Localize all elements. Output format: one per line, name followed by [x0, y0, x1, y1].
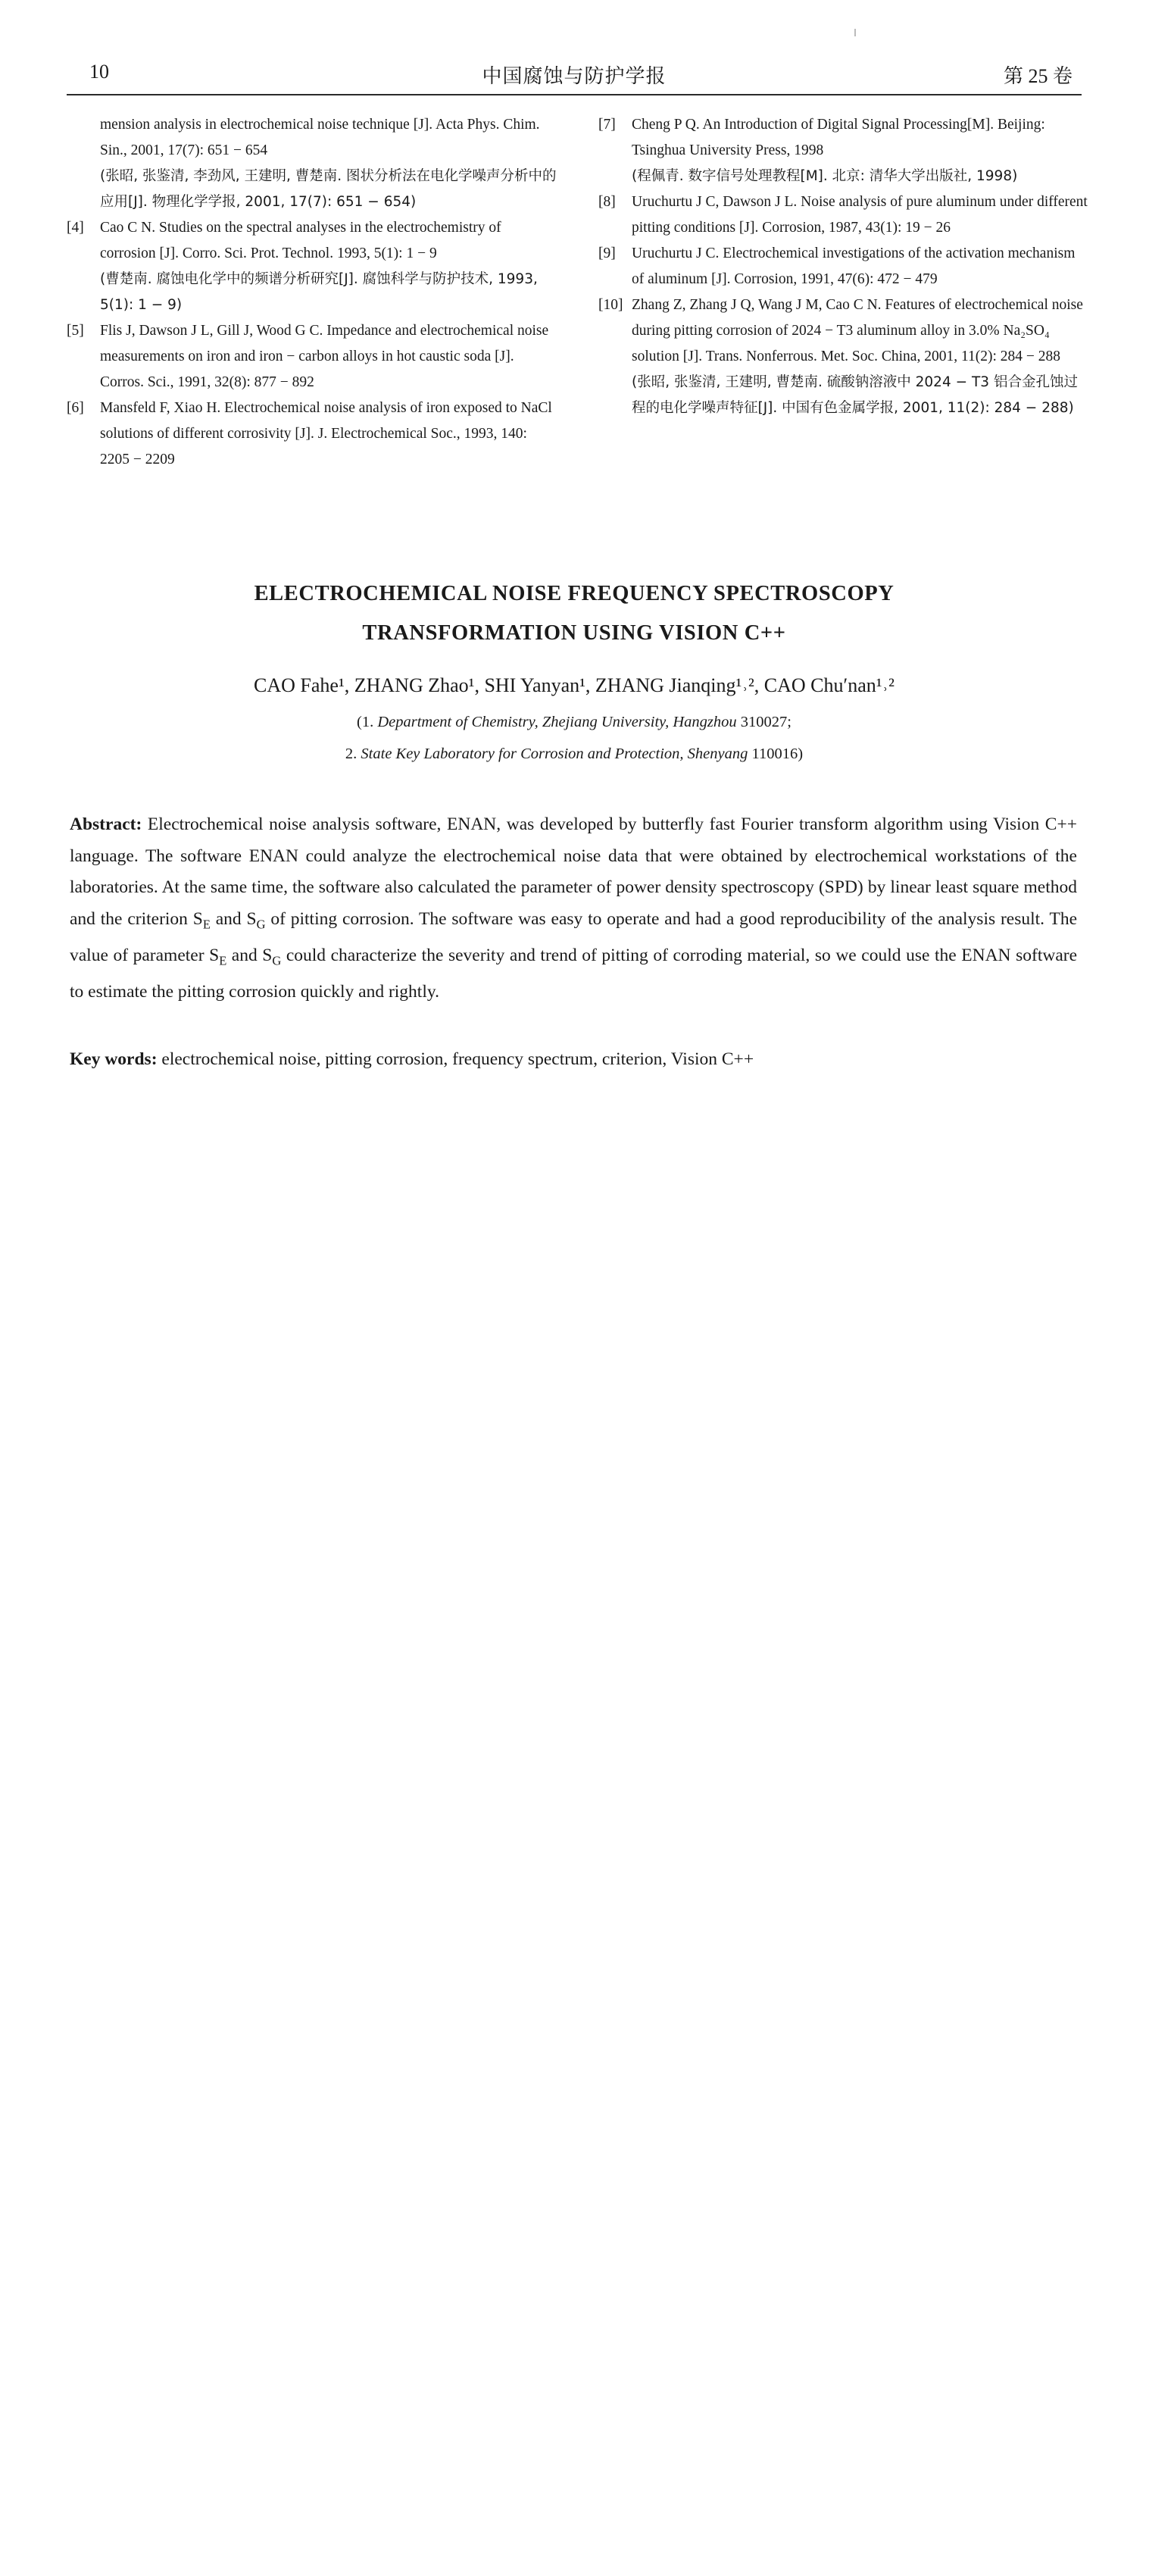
reference-number: [9]: [598, 245, 616, 261]
reference-number: [7]: [598, 117, 616, 133]
abstract-label: Abstract:: [70, 814, 142, 834]
reference-text: Flis J, Dawson J L, Gill J, Wood G C. Impedance and electrochemical noise measurements on iron and iron − carbon alloys in hot caustic soda [J]. Corros. Sci., 1991, 32(8): 877 − 892: [100, 323, 549, 390]
reference-item: [598, 241, 1091, 292]
affiliation-prefix: 2.: [345, 746, 361, 762]
reference-item: [598, 189, 1091, 241]
keywords-text: electrochemical noise, pitting corrosion, frequency spectrum, criterion, Vision C++: [157, 1049, 754, 1069]
title-line-1: ELECTROCHEMICAL NOISE FREQUENCY SPECTROSCOPY: [254, 582, 895, 605]
reference-text: Uruchurtu J C, Dawson J L. Noise analysis of pure aluminum under different pitting conditions [J]. Corrosion, 1987, 43(1): 19 − 26: [632, 194, 1088, 236]
reference-item: [67, 318, 557, 395]
affiliation-code: 310027;: [736, 714, 791, 730]
reference-cn-text: (程佩青. 数字信号处理教程[M]. 北京: 清华大学出版社, 1998): [632, 168, 1018, 184]
reference-text: Uruchurtu J C. Electrochemical investigations of the activation mechanism of aluminum [J]. Corrosion, 1991, 47(6): 472 − 479: [632, 245, 1076, 287]
author-list: CAO Fahe¹, ZHANG Zhao¹, SHI Yanyan¹, ZHANG Jianqing¹˒², CAO Chu′nan¹˒²: [254, 674, 895, 696]
subscript: G: [256, 917, 266, 932]
reference-number: [4]: [67, 220, 84, 236]
volume-label: 第 25 卷: [1003, 65, 1073, 87]
reference-text: Zhang Z, Zhang J Q, Wang J M, Cao C N. Features of electrochemical noise during pitting corrosion of 2024 − T3 aluminum alloy in 3.0% Na₂SO₄ solution [J]. Trans. Nonferrous. Met. Soc. China, 2001, 11(2): 284 − 288: [632, 297, 1083, 364]
abstract-text: and S: [210, 908, 257, 929]
journal-name: 中国腐蚀与防护学报: [482, 65, 667, 87]
reference-text: Cao C N. Studies on the spectral analyses in the electrochemistry of corrosion [J]. Corro. Sci. Prot. Technol. 1993, 5(1): 1 − 9: [100, 220, 501, 261]
reference-number: [6]: [67, 400, 84, 416]
references-right-column: [598, 112, 1091, 421]
affiliation-org: Department of Chemistry, Zhejiang University, Hangzhou: [377, 714, 737, 730]
affiliation-2: [67, 746, 1082, 763]
affiliation-org: State Key Laboratory for Corrosion and Protection, Shenyang: [361, 746, 748, 762]
keywords-label: Key words:: [70, 1049, 158, 1069]
reference-cn-text: (曹楚南. 腐蚀电化学中的频谱分析研究[J]. 腐蚀科学与防护技术, 1993, 5(1): 1 − 9): [100, 271, 538, 313]
title-line-2: TRANSFORMATION USING VISION C++: [362, 621, 786, 645]
subscript: G: [272, 953, 282, 968]
reference-cn-text: (张昭, 张鉴清, 李劲风, 王建明, 曹楚南. 图状分析法在电化学噪声分析中的应用[J]. 物理化学学报, 2001, 17(7): 651 − 654): [100, 168, 557, 210]
abstract: [70, 809, 1077, 1008]
reference-text: Cheng P Q. An Introduction of Digital Signal Processing[M]. Beijing: Tsinghua University Press, 1998: [632, 117, 1045, 158]
abstract-text: and S: [226, 945, 273, 965]
subscript: E: [219, 953, 227, 968]
paper-title: [67, 574, 1082, 653]
reference-item: [598, 292, 1091, 421]
reference-item: [67, 395, 557, 473]
abstract-text: of pitting corrosion. The software was easy to operate and had a good reproducibility of the analysis result. The value of parameter S: [70, 908, 1078, 965]
reference-cn-text: (张昭, 张鉴清, 王建明, 曹楚南. 硫酸钠溶液中 2024 − T3 铝合金孔蚀过程的电化学噪声特征[J]. 中国有色金属学报, 2001, 11(2): 284 − 288): [632, 374, 1078, 416]
reference-text: mension analysis in electrochemical noise technique [J]. Acta Phys. Chim. Sin., 2001, 17(7): 651 − 654: [100, 117, 540, 158]
reference-item: [598, 112, 1091, 189]
running-header: [67, 56, 1082, 89]
reference-number: [8]: [598, 194, 616, 210]
affiliation-1: [67, 714, 1082, 731]
reference-item: [67, 215, 557, 318]
reference-number: [5]: [67, 323, 84, 339]
references-left-column: [67, 112, 557, 473]
page-number: 10: [89, 61, 109, 83]
header-rule: [67, 94, 1082, 95]
reference-item: [67, 112, 557, 215]
affiliation-code: 110016): [748, 746, 804, 762]
reference-number: [10]: [598, 297, 623, 313]
abstract-text: could characterize the severity and trend of pitting of corroding material, so we could use the ENAN software to estimate the pitting corrosion quickly and rightly.: [70, 945, 1078, 1002]
subscript: E: [202, 917, 211, 932]
keywords: [70, 1044, 1077, 1076]
abstract-text: Electrochemical noise analysis software, ENAN, was developed by butterfly fast Fourier transform algorithm using Vision C++ language. The software ENAN could analyze the electrochemical noise data that were obtained by electrochemical workstations of the laboratories. At the same time, the software also calculated the parameter of power density spectroscopy (SPD) by linear least square method and the criterion S: [70, 814, 1077, 929]
reference-text: Mansfeld F, Xiao H. Electrochemical noise analysis of iron exposed to NaCl solutions of different corrosivity [J]. J. Electrochemical Soc., 1993, 140: 2205 − 2209: [100, 400, 552, 467]
affiliation-prefix: (1.: [357, 714, 378, 730]
scan-mark: [854, 29, 856, 36]
